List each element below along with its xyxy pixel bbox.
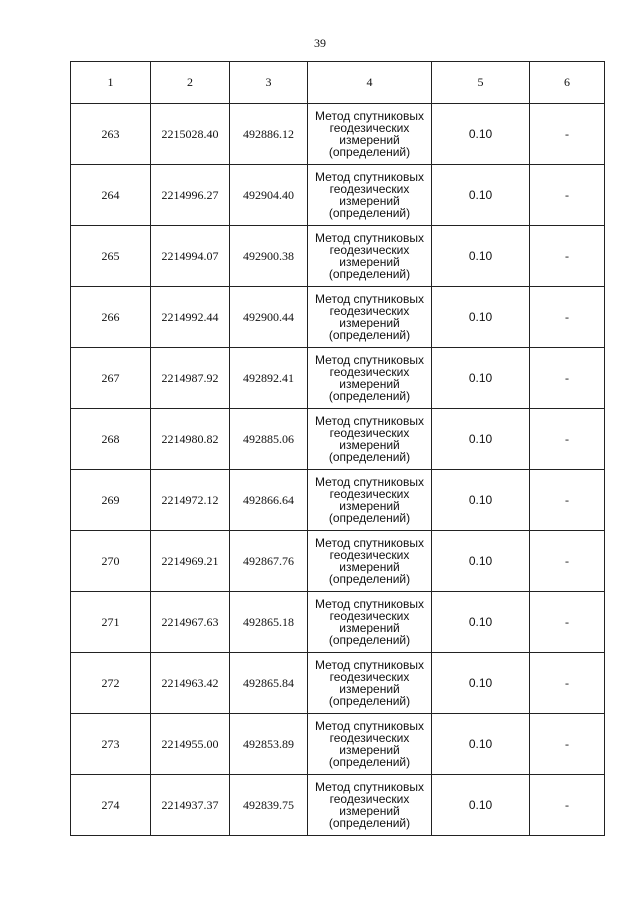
method-line: измерений — [339, 743, 400, 757]
method-line: измерений — [339, 560, 400, 574]
header-row — [71, 62, 605, 104]
method-cell — [308, 409, 432, 470]
y-coordinate-cell: 492865.18 — [230, 592, 308, 653]
method-line: (определений) — [328, 328, 411, 342]
method-line: измерений — [339, 438, 400, 452]
method-line: (определений) — [328, 145, 411, 159]
point-number-cell: 265 — [71, 226, 151, 287]
column-header: 3 — [230, 62, 308, 104]
note-cell: - — [530, 531, 605, 592]
method-line: (определений) — [328, 206, 411, 220]
x-coordinate-cell: 2214955.00 — [151, 714, 230, 775]
method-line: Метод спутниковых — [315, 353, 424, 367]
point-number-cell: 273 — [71, 714, 151, 775]
note-cell: - — [530, 409, 605, 470]
method-line: Метод спутниковых — [315, 658, 424, 672]
point-number-cell: 266 — [71, 287, 151, 348]
method-cell — [308, 104, 432, 165]
method-line: Метод спутниковых — [315, 475, 424, 489]
column-header: 6 — [530, 62, 605, 104]
method-line: измерений — [339, 194, 400, 208]
precision-cell: 0.10 — [432, 348, 530, 409]
method-line: (определений) — [328, 572, 411, 586]
x-coordinate-cell: 2215028.40 — [151, 104, 230, 165]
method-line: (определений) — [328, 755, 411, 769]
point-number-cell: 269 — [71, 470, 151, 531]
y-coordinate-cell: 492892.41 — [230, 348, 308, 409]
method-line: (определений) — [328, 450, 411, 464]
point-number-cell: 267 — [71, 348, 151, 409]
coordinates-table — [70, 61, 605, 836]
column-header: 5 — [432, 62, 530, 104]
precision-cell: 0.10 — [432, 714, 530, 775]
method-line: измерений — [339, 255, 400, 269]
table-row — [71, 287, 605, 348]
note-cell: - — [530, 226, 605, 287]
table-row — [71, 104, 605, 165]
method-line: геодезических — [329, 487, 410, 501]
method-line: геодезических — [329, 243, 410, 257]
x-coordinate-cell: 2214937.37 — [151, 775, 230, 836]
point-number-cell: 264 — [71, 165, 151, 226]
method-line: геодезических — [329, 365, 410, 379]
method-line: геодезических — [329, 609, 410, 623]
x-coordinate-cell: 2214994.07 — [151, 226, 230, 287]
note-cell: - — [530, 470, 605, 531]
method-line: (определений) — [328, 633, 411, 647]
table-row — [71, 409, 605, 470]
y-coordinate-cell: 492853.89 — [230, 714, 308, 775]
x-coordinate-cell: 2214967.63 — [151, 592, 230, 653]
method-line: измерений — [339, 621, 400, 635]
y-coordinate-cell: 492900.38 — [230, 226, 308, 287]
precision-cell: 0.10 — [432, 775, 530, 836]
method-cell — [308, 714, 432, 775]
method-line: геодезических — [329, 121, 410, 135]
y-coordinate-cell: 492904.40 — [230, 165, 308, 226]
point-number-cell: 263 — [71, 104, 151, 165]
y-coordinate-cell: 492839.75 — [230, 775, 308, 836]
precision-cell: 0.10 — [432, 531, 530, 592]
method-line: (определений) — [328, 511, 411, 525]
method-line: измерений — [339, 804, 400, 818]
method-line: геодезических — [329, 792, 410, 806]
y-coordinate-cell: 492866.64 — [230, 470, 308, 531]
method-line: (определений) — [328, 694, 411, 708]
precision-cell: 0.10 — [432, 409, 530, 470]
point-number-cell: 268 — [71, 409, 151, 470]
method-line: геодезических — [329, 426, 410, 440]
table-body — [71, 104, 605, 836]
table-header — [71, 62, 605, 104]
method-line: (определений) — [328, 389, 411, 403]
y-coordinate-cell: 492886.12 — [230, 104, 308, 165]
method-line: геодезических — [329, 304, 410, 318]
note-cell: - — [530, 348, 605, 409]
method-line: измерений — [339, 499, 400, 513]
table-row — [71, 592, 605, 653]
precision-cell: 0.10 — [432, 165, 530, 226]
method-cell — [308, 592, 432, 653]
precision-cell: 0.10 — [432, 287, 530, 348]
table-row — [71, 470, 605, 531]
note-cell: - — [530, 165, 605, 226]
note-cell: - — [530, 592, 605, 653]
method-cell — [308, 226, 432, 287]
table-row — [71, 775, 605, 836]
note-cell: - — [530, 104, 605, 165]
method-cell — [308, 531, 432, 592]
method-line: Метод спутниковых — [315, 536, 424, 550]
x-coordinate-cell: 2214969.21 — [151, 531, 230, 592]
column-header: 2 — [151, 62, 230, 104]
method-cell — [308, 165, 432, 226]
x-coordinate-cell: 2214992.44 — [151, 287, 230, 348]
method-cell — [308, 775, 432, 836]
method-line: Метод спутниковых — [315, 414, 424, 428]
method-line: (определений) — [328, 267, 411, 281]
page-number: 39 — [314, 36, 326, 50]
x-coordinate-cell: 2214987.92 — [151, 348, 230, 409]
method-line: Метод спутниковых — [315, 780, 424, 794]
note-cell: - — [530, 775, 605, 836]
precision-cell: 0.10 — [432, 226, 530, 287]
method-cell — [308, 287, 432, 348]
note-cell: - — [530, 714, 605, 775]
method-line: геодезических — [329, 670, 410, 684]
x-coordinate-cell: 2214980.82 — [151, 409, 230, 470]
point-number-cell: 272 — [71, 653, 151, 714]
column-header: 4 — [308, 62, 432, 104]
x-coordinate-cell: 2214996.27 — [151, 165, 230, 226]
table-row — [71, 348, 605, 409]
table-row — [71, 165, 605, 226]
y-coordinate-cell: 492885.06 — [230, 409, 308, 470]
y-coordinate-cell: 492865.84 — [230, 653, 308, 714]
method-line: Метод спутниковых — [315, 597, 424, 611]
point-number-cell: 271 — [71, 592, 151, 653]
method-cell — [308, 470, 432, 531]
note-cell: - — [530, 287, 605, 348]
precision-cell: 0.10 — [432, 470, 530, 531]
precision-cell: 0.10 — [432, 104, 530, 165]
point-number-cell: 274 — [71, 775, 151, 836]
method-line: геодезических — [329, 731, 410, 745]
method-line: измерений — [339, 682, 400, 696]
method-cell — [308, 348, 432, 409]
y-coordinate-cell: 492867.76 — [230, 531, 308, 592]
table-row — [71, 531, 605, 592]
method-line: измерений — [339, 377, 400, 391]
method-line: Метод спутниковых — [315, 231, 424, 245]
y-coordinate-cell: 492900.44 — [230, 287, 308, 348]
method-line: (определений) — [328, 816, 411, 830]
point-number-cell: 270 — [71, 531, 151, 592]
method-line: Метод спутниковых — [315, 719, 424, 733]
table-row — [71, 653, 605, 714]
column-header: 1 — [71, 62, 151, 104]
table-row — [71, 226, 605, 287]
method-line: измерений — [339, 133, 400, 147]
method-line: Метод спутниковых — [315, 170, 424, 184]
method-line: Метод спутниковых — [315, 292, 424, 306]
precision-cell: 0.10 — [432, 653, 530, 714]
x-coordinate-cell: 2214963.42 — [151, 653, 230, 714]
method-line: геодезических — [329, 548, 410, 562]
method-cell — [308, 653, 432, 714]
method-line: Метод спутниковых — [315, 109, 424, 123]
precision-cell: 0.10 — [432, 592, 530, 653]
x-coordinate-cell: 2214972.12 — [151, 470, 230, 531]
note-cell: - — [530, 653, 605, 714]
table-row — [71, 714, 605, 775]
method-line: геодезических — [329, 182, 410, 196]
method-line: измерений — [339, 316, 400, 330]
